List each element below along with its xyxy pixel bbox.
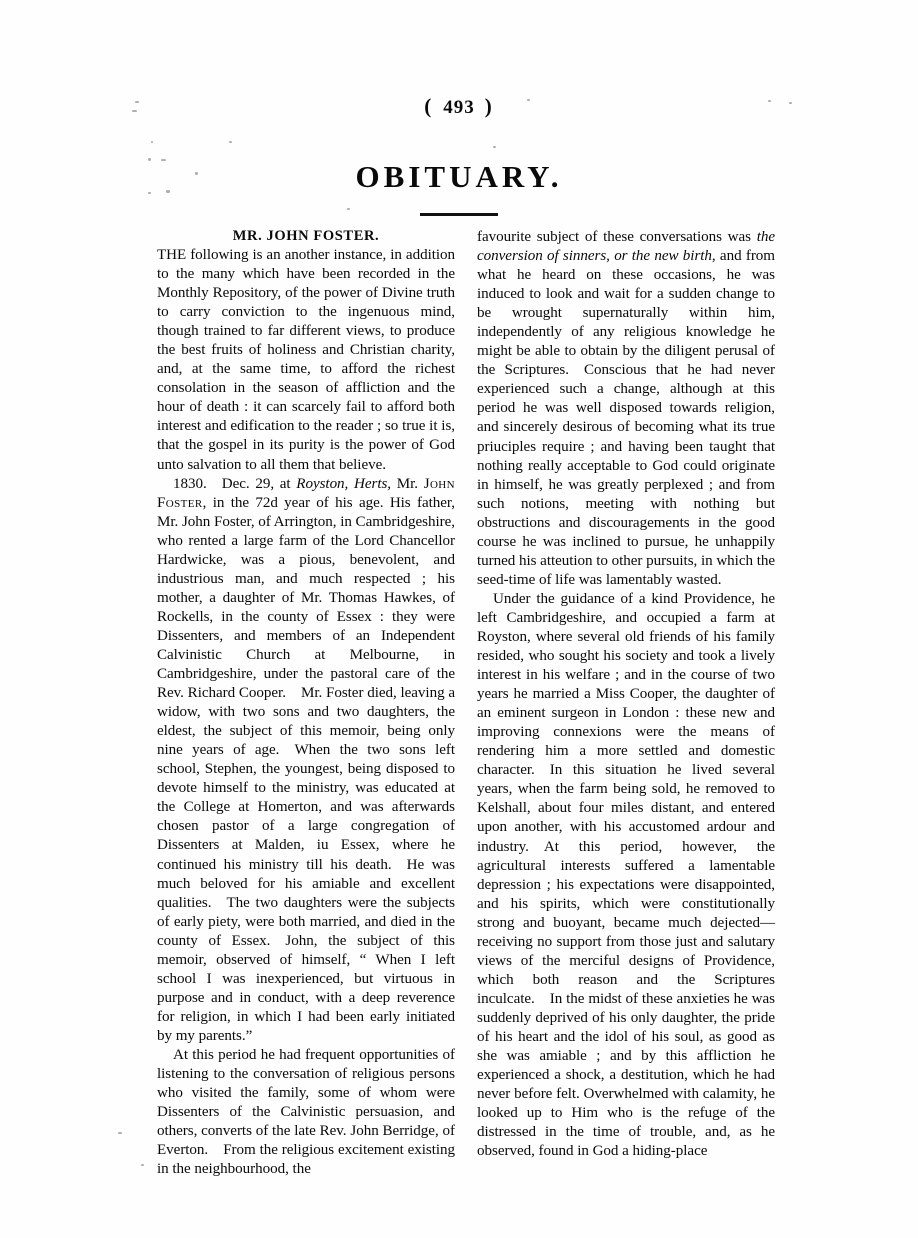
left-column bbox=[157, 228, 455, 1179]
paragraph-death-notice bbox=[157, 475, 455, 1046]
conversion-body: , and from what he heard on these occasions, he was induced to look and wait for a sudden change to be wrought supernaturally within him, independently of any religious knowledge he might be able to obtain by the diligent perusal of the Scriptures. Conscious that he had never experienced such a change, although at this period he was well disposed towards religion, and sincerely desirous of becoming what its true priuciples require ; and having been taught that nothing really acceptable to God could originate in himself, he was greatly perplexed ; and from such notions, meeting with nothing but obstructions and discouragements in the good course he was inclined to pursue, he unhappily turned his atteution to other pursuits, in which the seed-time of life was lamentably wasted. bbox=[477, 248, 775, 588]
paragraph-opening: THE following is an another instance, in addition to the many which have been recorded in the Monthly Repository, of the power of Divine truth to carry conviction to the ingenuous mind, though trained to far different views, to produce the best fruits of holiness and Christian charity, and, at the same time, to afford the richest consolation in the season of affliction and the hour of death : it can scarcely fail to afford both interest and edification to the reader ; so true it is, that the gospel in its purity is the power of God unto salvation to all them that believe. bbox=[157, 247, 455, 473]
death-date-text: 1830. Dec. 29, at bbox=[173, 475, 297, 492]
right-column bbox=[477, 228, 775, 1179]
scan-speckle bbox=[151, 141, 153, 143]
folio-close-paren: ) bbox=[484, 94, 494, 118]
scan-speckle bbox=[141, 1164, 144, 1166]
title-divider bbox=[420, 213, 498, 216]
folio-number: 493 bbox=[443, 97, 475, 118]
paragraph-conversion bbox=[477, 228, 775, 590]
paragraph-early-influences: At this period he had frequent opportunities of listening to the conversation of religious persons who visited the family, some of whom were Dissenters of the Calvinistic persuasion, and others, converts of the late Rev. John Berridge, of Everton. From the religious excitement existing in the neighbourhood, the bbox=[157, 1046, 455, 1178]
page-title: OBITUARY. bbox=[355, 159, 563, 194]
name-lead-in: , Mr. bbox=[387, 475, 424, 492]
conversion-phrase-italic: the conversion of sinners, or the new birth bbox=[477, 229, 775, 265]
subject-name: John Foster bbox=[157, 475, 455, 511]
scan-speckle bbox=[118, 1132, 122, 1134]
conversion-lead-in: favourite subject of these conversations was bbox=[477, 229, 757, 245]
title-block bbox=[0, 160, 918, 216]
page-folio bbox=[0, 94, 918, 119]
scan-speckle bbox=[229, 141, 232, 143]
folio-open-paren: ( bbox=[424, 94, 434, 118]
paragraph-providence: Under the guidance of a kind Providence, he left Cambridgeshire, and occupied a farm at Royston, where several old friends of his family resided, who sought his society and took a lively interest in his welfare ; and in the course of two years he married a Miss Cooper, the daughter of an eminent surgeon in London : these new and improving connexions were the means of rendering him a more settled and domestic character. In this situation he lived several years, when the farm being sold, he removed to Kelshall, about four miles distant, and entered upon another, with his accustomed ardour and industry. At this period, however, the agricultural interests suffered a lamentable depression ; his expectations were disappointed, and his spirits, which were constitutionally strong and buoyant, became much dejected—receiving no support from those just and salutary views of the merciful designs of Providence, which both reason and the Scriptures inculcate. In the midst of these anxieties he was suddenly deprived of his only daughter, the pride of his heart and the idol of his soul, as good as she was amiable ; and by this affliction he experienced a shock, a destitution, which he had never before felt. Overwhelmed with calamity, he looked up to Him who is the refuge of the distressed in the time of trouble, and, as he observed, found in God a hiding-place bbox=[477, 590, 775, 1160]
place-italic: Royston, Herts bbox=[296, 475, 388, 492]
scan-speckle bbox=[493, 146, 496, 148]
article-columns bbox=[157, 228, 775, 1179]
article-heading: MR. JOHN FOSTER. bbox=[232, 228, 380, 244]
biography-text: , in the 72d year of his age. His father, Mr. John Foster, of Arrington, in Cambridgeshire, who rented a large farm of the Lord Chancellor Hardwicke, was a pious, benevolent, and industrious man, and much respected ; his mother, a daughter of Mr. Thomas Hawkes, of Rockells, in the county of Essex : they were Dissenters, and members of an Independent Calvinistic Church at Melbourne, in Cambridgeshire, under the pastoral care of the Rev. Richard Cooper. Mr. Foster died, leaving a widow, with two sons and two daughters, the eldest, the subject of this memoir, being only nine years of age. When the two sons left school, Stephen, the youngest, being disposed to devote himself to the ministry, was educated at the College at Homerton, and was afterwards chosen pastor of a large congregation of Dissenters at Malden, iu Essex, where he continued his ministry till his death. He was much beloved for his amiable and excellent qualities. The two daughters were the subjects of early piety, were both married, and died in the county of Essex. John, the subject of this memoir, observed of himself, “ When I left school I was inexperienced, but virtuous in purpose and in conduct, with a deep reverence for religion, in which I had been early initiated by my parents.” bbox=[157, 494, 455, 1044]
